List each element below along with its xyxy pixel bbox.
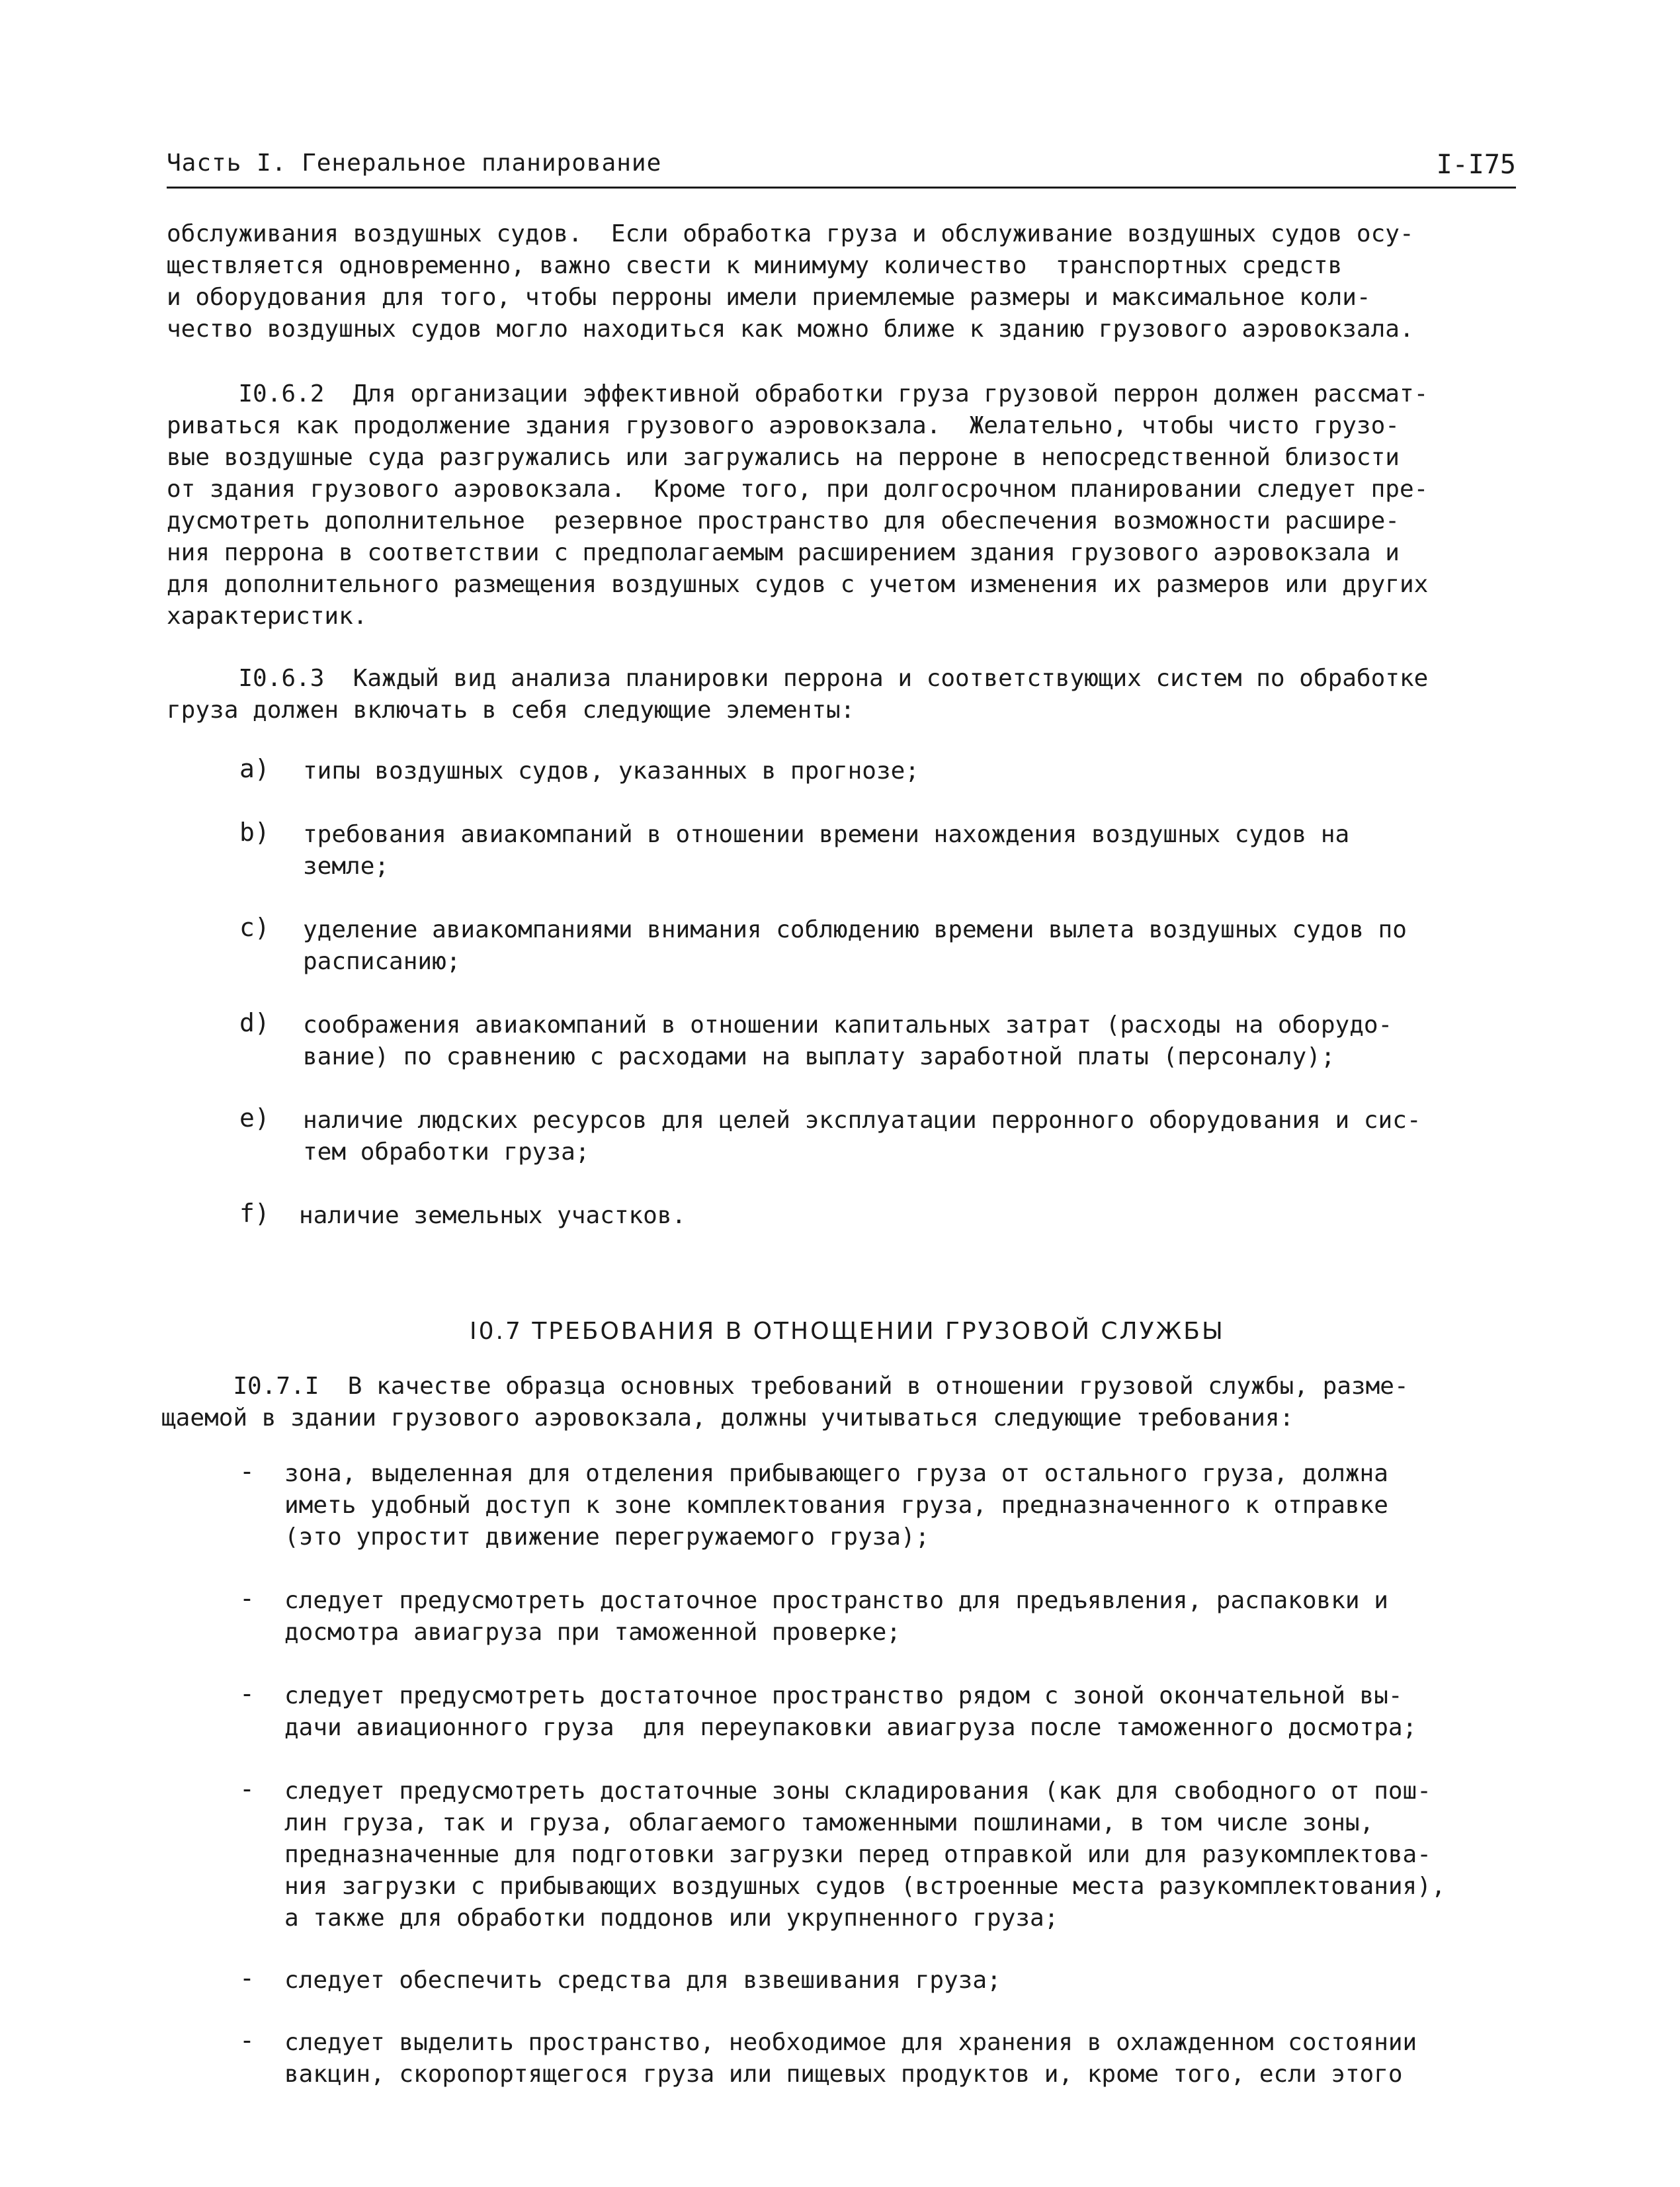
paragraph-10-6-2: I0.6.2 Для организации эффективной обработки груза грузовой перрон должен рассмат- риваться как продолжение здания грузового аэровокзала. Желательно, чтобы чисто грузо- вые воздушные суда разгружались или загружались на перроне в непосредственной близости от здания грузового аэровокзала. Кроме того, при долгосрочном планировании следует пре- дусмотреть дополнительное резервное пространство для обеспечения возможности расшире- ния перрона в соответствии с предполагаемым расширением здания грузового аэровокзала и для дополнительного размещения воздушных судов с учетом изменения их размеров или других характеристик. — [167, 380, 1429, 630]
bullet-dash: - — [239, 1584, 255, 1613]
header-rule — [167, 187, 1516, 189]
list-item-text: требования авиакомпаний в отношении времени нахождения воздушных судов на земле; — [303, 821, 1350, 880]
bullet-text: следует предусмотреть достаточное пространство для предъявления, распаковки и досмотра авиагруза при таможенной проверке; — [284, 1587, 1388, 1646]
running-header-title: Часть I. Генеральное планирование — [167, 150, 662, 177]
list-item-text: соображения авиакомпаний в отношении капитальных затрат (расходы на оборудо- вание) по сравнению с расходами на выплату заработной платы (персоналу); — [303, 1011, 1393, 1070]
bullet-dash: - — [239, 1963, 255, 1993]
list-marker: a) — [239, 754, 270, 783]
paragraph-continuation: обслуживания воздушных судов. Если обработка груза и обслуживание воздушных судов осу- ществляется одновременно, важно свести к минимуму количество транспортных средств и оборудования для того, чтобы перроны имели приемлемые размеры и максимальное коли- чество воздушных судов могло находиться как можно ближе к зданию грузового аэровокзала. — [167, 220, 1414, 343]
list-item-text: наличие земельных участков. — [299, 1202, 687, 1229]
bullet-text: следует обеспечить средства для взвешивания груза; — [284, 1967, 1001, 1994]
bullet-text: следует предусмотреть достаточное пространство рядом с зоной окончательной вы- дачи авиационного груза для переупаковки авиагруза после таможенного досмотра; — [284, 1682, 1417, 1741]
bullet-dash: - — [239, 2026, 255, 2055]
paragraph-10-6-3: I0.6.3 Каждый вид анализа планировки перрона и соответствующих систем по обработке груза должен включать в себя следующие элементы: — [167, 665, 1429, 724]
list-marker: e) — [239, 1103, 270, 1133]
list-marker: b) — [239, 818, 270, 847]
list-item-text: типы воздушных судов, указанных в прогнозе; — [303, 757, 919, 785]
bullet-text: следует выделить пространство, необходимое для хранения в охлажденном состоянии вакцин, скоропортящегося груза или пищевых продуктов и, кроме того, если этого — [284, 2029, 1417, 2088]
paragraph-10-7-1: I0.7.I В качестве образца основных требований в отношении грузовой службы, разме- щаемой в здании грузового аэровокзала, должны учитываться следующие требования: — [161, 1373, 1409, 1432]
list-item-text: уделение авиакомпаниями внимания соблюдению времени вылета воздушных судов по расписанию; — [303, 916, 1407, 975]
list-item-text: наличие людских ресурсов для целей эксплуатации перронного оборудования и сис- тем обработки груза; — [303, 1107, 1421, 1166]
bullet-text: зона, выделенная для отделения прибывающего груза от остального груза, должна иметь удобный доступ к зоне комплектования груза, предназначенного к отправке (это упростит движение перегружаемого груза); — [284, 1460, 1388, 1551]
bullet-dash: - — [239, 1679, 255, 1708]
bullet-text: следует предусмотреть достаточные зоны складирования (как для свободного от пош- лин груза, так и груза, облагаемого таможенными пошлинами, в том числе зоны, предназначенные для подготовки загрузки перед отправкой или для разукомплектова- ния загрузки с прибывающих воздушных судов (встроенные места разукомплектования), а также для обработки поддонов или укрупненного груза; — [284, 1778, 1446, 1932]
bullet-dash: - — [239, 1774, 255, 1803]
list-marker: f) — [239, 1199, 270, 1228]
page-number: I-I75 — [1436, 150, 1516, 180]
list-marker: d) — [239, 1008, 270, 1037]
list-marker: c) — [239, 913, 270, 942]
section-heading-10-7: I0.7 ТРЕБОВАНИЯ В ОТНОЩЕНИИ ГРУЗОВОЙ СЛУЖБЫ — [470, 1318, 1225, 1345]
bullet-dash: - — [239, 1457, 255, 1486]
